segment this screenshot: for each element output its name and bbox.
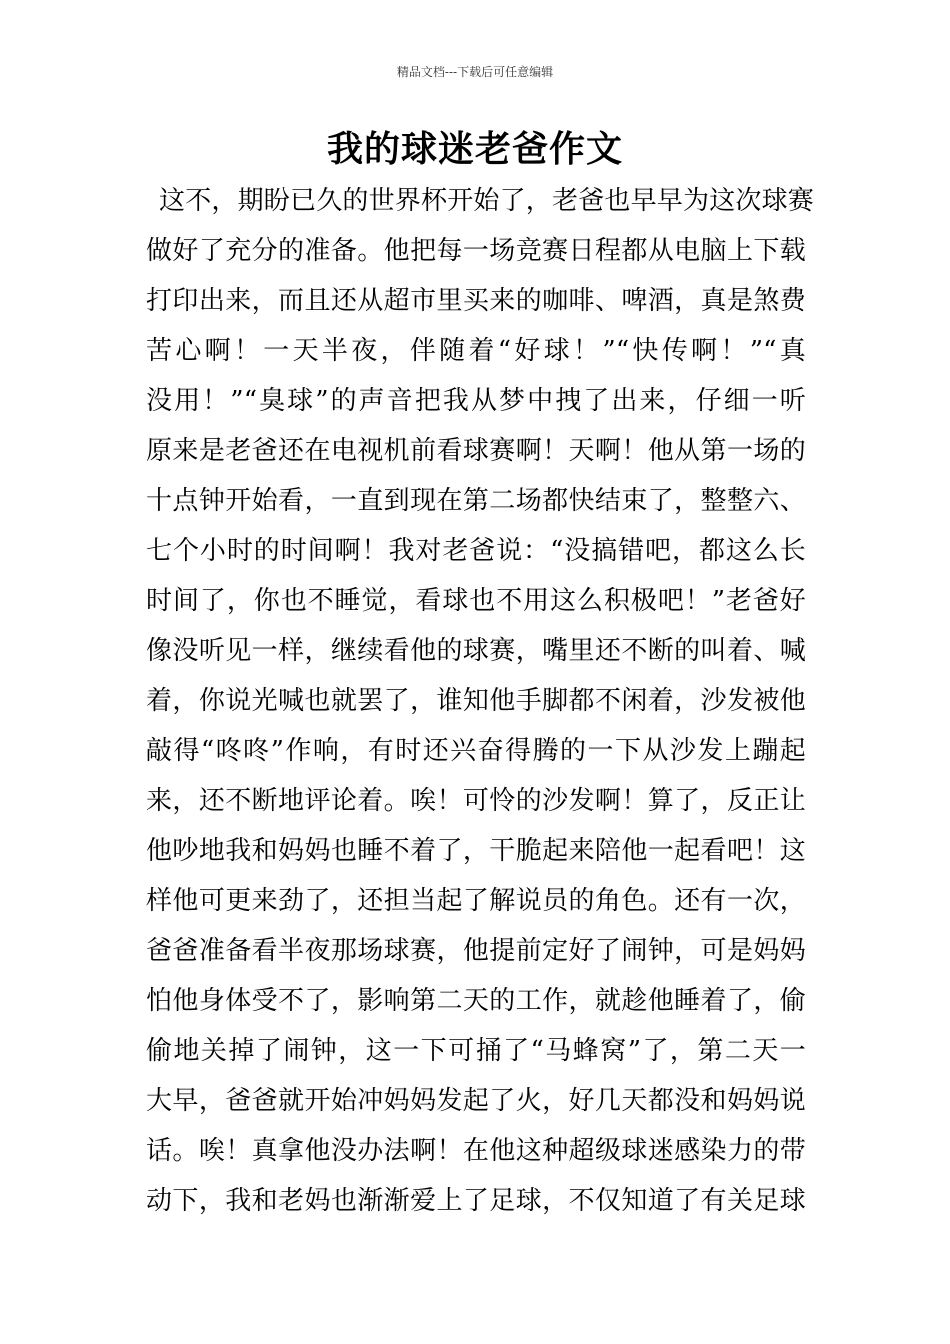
paragraph-line: 大早，爸爸就开始冲妈妈发起了火，好几天都没和妈妈说: [146, 1086, 806, 1116]
page-header: 精品文档---下载后可任意编辑: [396, 65, 554, 79]
paragraph-line: 敲得“咚咚”作响，有时还兴奋得腾的一下从沙发上蹦起: [146, 736, 806, 766]
paragraph-line: 来，还不断地评论着。唉！可怜的沙发啊！算了，反正让: [146, 786, 806, 816]
paragraph-line: 时间了，你也不睡觉，看球也不用这么积极吧！”老爸好: [146, 586, 806, 616]
paragraph-line: 这不，期盼已久的世界杯开始了，老爸也早早为这次球赛: [159, 186, 815, 216]
paragraph-line: 像没听见一样，继续看他的球赛，嘴里还不断的叫着、喊: [146, 636, 806, 666]
paragraph-line: 样他可更来劲了，还担当起了解说员的角色。还有一次，: [146, 886, 806, 916]
paragraph-line: 着，你说光喊也就罢了，谁知他手脚都不闲着，沙发被他: [146, 686, 806, 716]
paragraph-line: 苦心啊！一天半夜，伴随着“好球！”“快传啊！”“真: [146, 336, 806, 366]
paragraph-line: 没用！”“臭球”的声音把我从梦中拽了出来，仔细一听: [146, 386, 806, 416]
paragraph-line: 话。唉！真拿他没办法啊！在他这种超级球迷感染力的带: [146, 1136, 806, 1166]
paragraph-line: 动下，我和老妈也渐渐爱上了足球，不仅知道了有关足球: [146, 1186, 806, 1216]
document-title: 我的球迷老爸作文: [326, 129, 623, 170]
paragraph-line: 打印出来，而且还从超市里买来的咖啡、啤酒，真是煞费: [146, 286, 806, 316]
paragraph-line: 爸爸准备看半夜那场球赛，他提前定好了闹钟，可是妈妈: [146, 936, 806, 966]
paragraph-line: 十点钟开始看，一直到现在第二场都快结束了，整整六、: [146, 486, 806, 516]
paragraph-line: 做好了充分的准备。他把每一场竞赛日程都从电脑上下载: [146, 236, 806, 266]
paragraph-line: 他吵地我和妈妈也睡不着了，干脆起来陪他一起看吧！这: [146, 836, 806, 866]
paragraph-line: 七个小时的时间啊！我对老爸说：“没搞错吧，都这么长: [146, 536, 806, 566]
paragraph-line: 偷地关掉了闹钟，这一下可捅了“马蜂窝”了，第二天一: [146, 1036, 806, 1066]
paragraph-line: 原来是老爸还在电视机前看球赛啊！天啊！他从第一场的: [146, 436, 806, 466]
paragraph-line: 怕他身体受不了，影响第二天的工作，就趁他睡着了，偷: [146, 986, 806, 1016]
essay-body: [146, 176, 815, 1226]
